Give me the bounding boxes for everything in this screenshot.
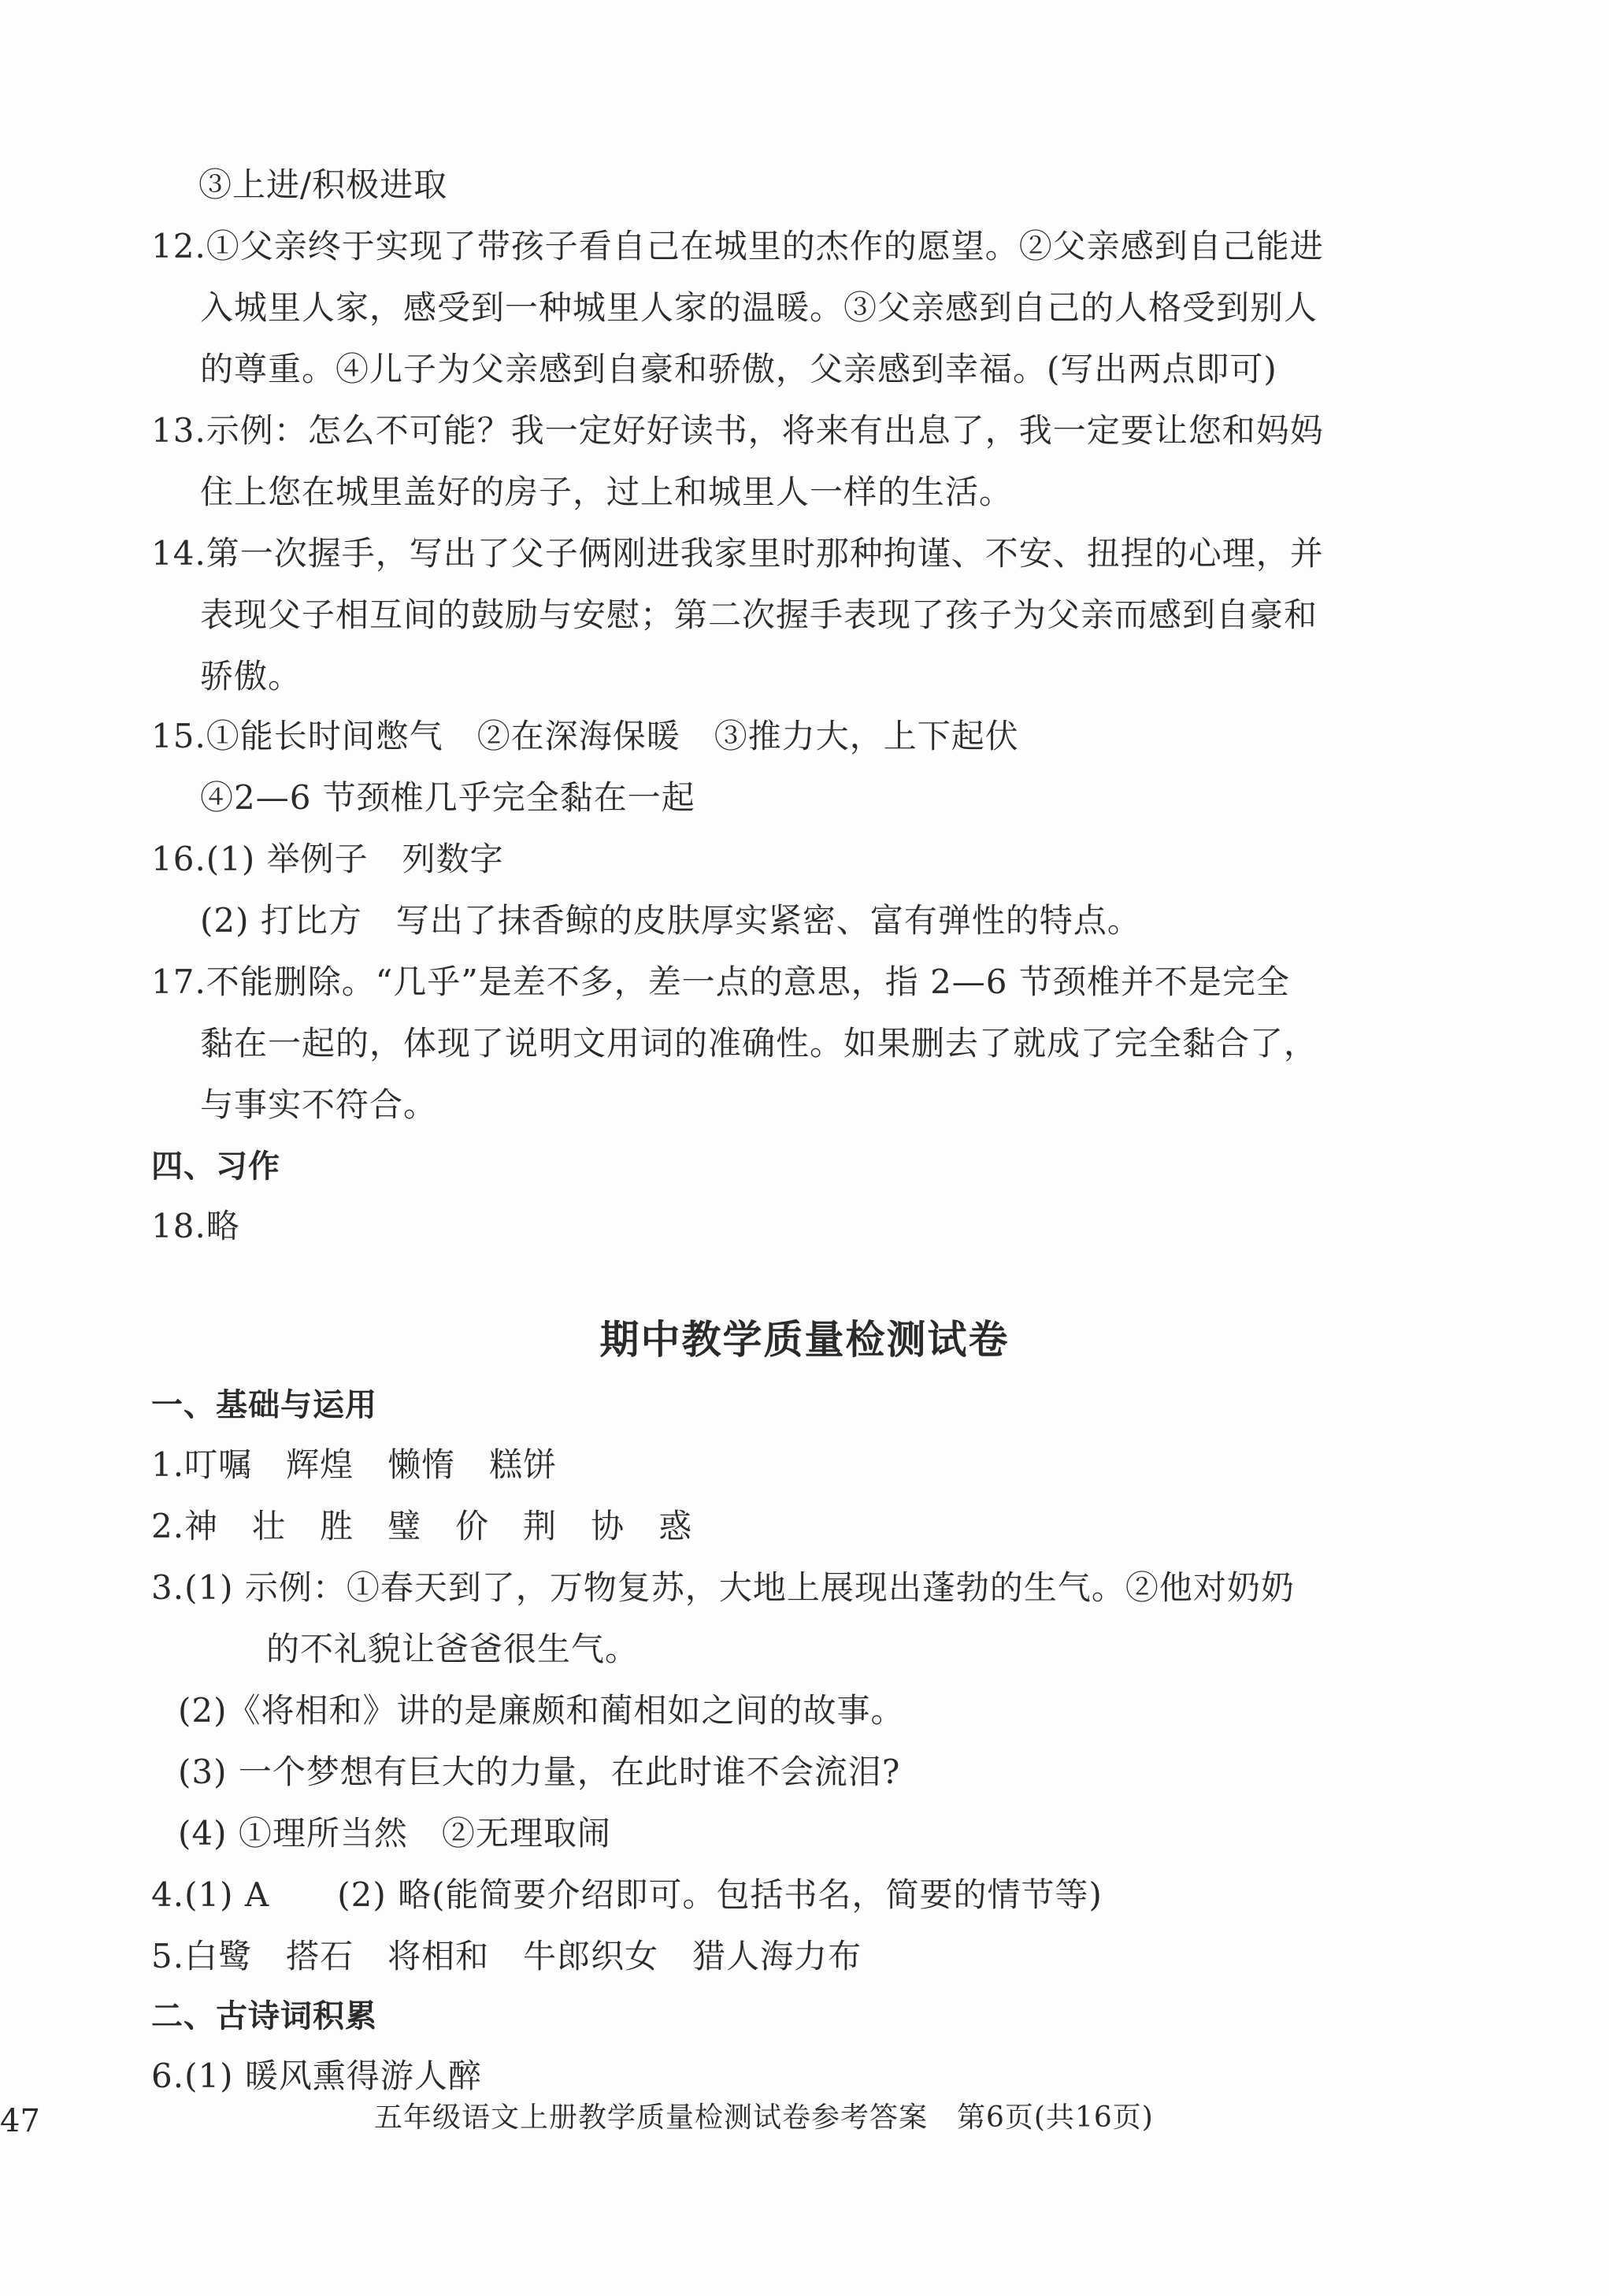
answer-11-part-3: ③上进/积极进取 [198, 165, 448, 204]
answer-17-line-2: 黏在一起的，体现了说明文用词的准确性。如果删去了就成了完全黏合了， [200, 1024, 1318, 1063]
answer-3-part-1-line-2: 的不礼貌让爸爸很生气。 [266, 1630, 640, 1668]
answer-6-part-1: 6.(1) 暖风熏得游人醉 [151, 2057, 482, 2095]
exam-title: 期中教学质量检测试卷 [599, 1317, 1010, 1363]
answer-14-line-2: 表现父子相互间的鼓励与安慰；第二次握手表现了孩子为父亲而感到自豪和 [200, 595, 1318, 634]
answer-3-part-2: (2)《将相和》讲的是廉颇和蔺相如之间的故事。 [178, 1691, 905, 1730]
answer-3-part-3: (3) 一个梦想有巨大的力量，在此时谁不会流泪? [178, 1753, 901, 1791]
answer-16-part-2: (2) 打比方 写出了抹香鲸的皮肤厚实紧密、富有弹性的特点。 [200, 901, 1141, 940]
answer-3-part-1-line-1: 3.(1) 示例：①春天到了，万物复苏，大地上展现出蓬勃的生气。②他对奶奶 [151, 1568, 1295, 1607]
answer-13-line-1: 13.示例：怎么不可能？我一定好好读书，将来有出息了，我一定要让您和妈妈 [151, 411, 1324, 450]
answer-5: 5.白鹭 搭石 将相和 牛郎织女 猎人海力布 [151, 1937, 862, 1975]
section-heading-basics: 一、基础与运用 [151, 1387, 377, 1423]
answer-15-line-2: ④2—6 节颈椎几乎完全黏在一起 [200, 778, 695, 817]
answer-17-line-1: 17.不能删除。“几乎”是差不多，差一点的意思，指 2—6 节颈椎并不是完全 [151, 963, 1290, 1001]
page-footer-caption: 五年级语文上册教学质量检测试卷参考答案 第6页(共16页) [374, 2101, 1154, 2134]
answer-4: 4.(1) A (2) 略(能简要介绍即可。包括书名，简要的情节等) [151, 1875, 1103, 1914]
section-heading-writing: 四、习作 [151, 1148, 280, 1185]
answer-13-line-2: 住上您在城里盖好的房子，过上和城里人一样的生活。 [200, 473, 1014, 511]
answer-12-line-3: 的尊重。④儿子为父亲感到自豪和骄傲，父亲感到幸福。(写出两点即可) [200, 350, 1277, 388]
answer-2: 2.神 壮 胜 璧 价 荆 协 惑 [151, 1507, 693, 1545]
answer-12-line-1: 12.①父亲终于实现了带孩子看自己在城里的杰作的愿望。②父亲感到自己能进 [151, 227, 1324, 265]
answer-15-line-1: 15.①能长时间憋气 ②在深海保暖 ③推力大，上下起伏 [151, 717, 1019, 755]
answer-12-line-2: 入城里人家，感受到一种城里人家的温暖。③父亲感到自己的人格受到别人 [200, 288, 1318, 327]
page-number: 47 [0, 2103, 40, 2139]
answer-18: 18.略 [151, 1207, 240, 1245]
answer-3-part-4: (4) ①理所当然 ②无理取闹 [178, 1814, 611, 1853]
answer-17-line-3: 与事实不符合。 [200, 1085, 438, 1124]
answer-14-line-1: 14.第一次握手，写出了父子俩刚进我家里时那种拘谨、不安、扭捏的心理，并 [151, 534, 1324, 573]
answer-16-part-1: 16.(1) 举例子 列数字 [151, 840, 504, 878]
answer-14-line-3: 骄傲。 [200, 657, 302, 695]
section-heading-poetry: 二、古诗词积累 [151, 1998, 377, 2035]
answer-1: 1.叮嘱 辉煌 懒惰 糕饼 [151, 1445, 558, 1484]
